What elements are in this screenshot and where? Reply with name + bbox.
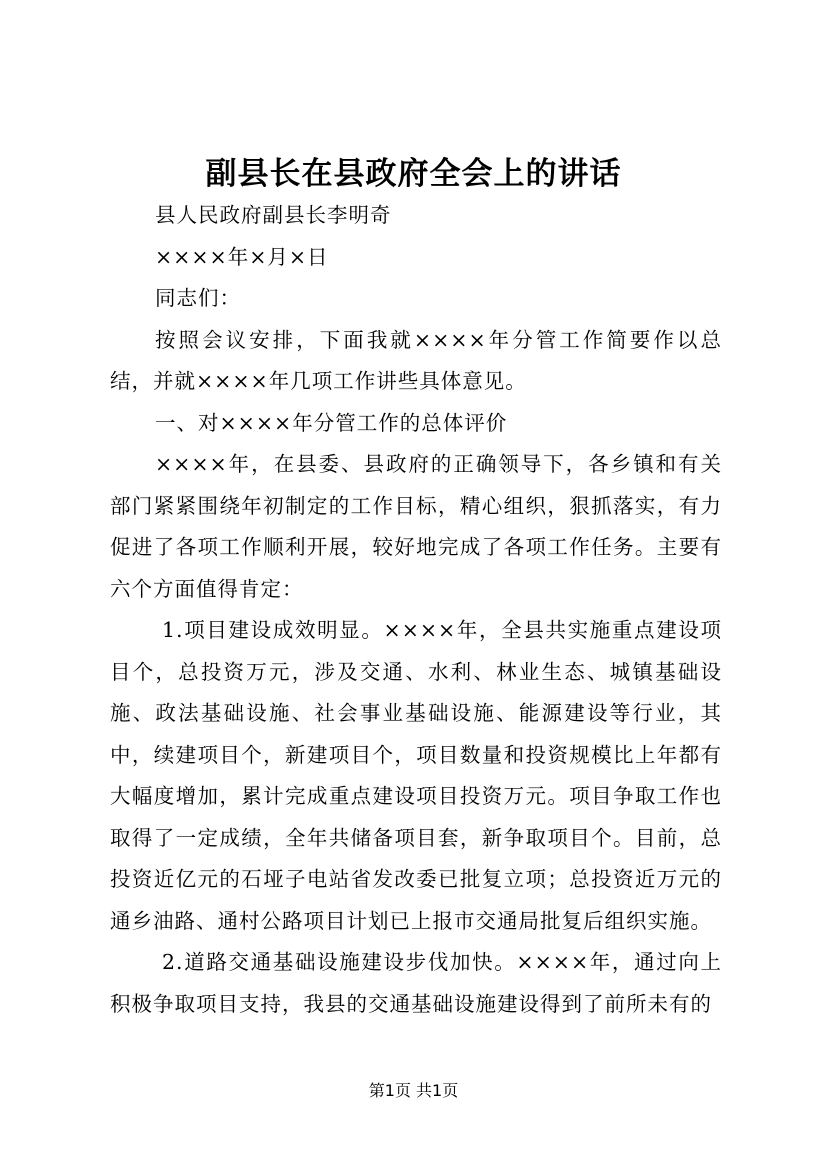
paragraph-item-2: 2.道路交通基础设施建设步伐加快。××××年，通过向上积极争取项目支持，我县的交通基础设施建设得到了前所未有的 <box>110 950 722 1016</box>
paragraph-overview: ××××年，在县委、县政府的正确领导下，各乡镇和有关部门紧紧围绕年初制定的工作目标，精心组织，狠抓落实，有力促进了各项工作顺利开展，较好地完成了各项工作任务。主要有六个方面值得肯定： <box>110 452 722 601</box>
paragraph-item-1: 1.项目建设成效明显。××××年，全县共实施重点建设项目个，总投资万元，涉及交通、水利、林业生态、城镇基础设施、政法基础设施、社会事业基础设施、能源建设等行业，其中，续建项目个，新建项目个，项目数量和投资规模比上年都有大幅度增加，累计完成重点建设项目投资万元。项目争取工作也取得了一定成绩，全年共储备项目套，新争取项目个。目前，总投资近亿元的石垭子电站省发改委已批复立项；总投资近万元的通乡油路、通村公路项目计划已上报市交通局批复后组织实施。 <box>110 618 722 933</box>
author-line: 县人民政府副县长李明奇 <box>155 203 392 227</box>
document-title: 副县长在县政府全会上的讲话 <box>205 156 622 192</box>
page-footer: 第1页 共1页 <box>368 1081 459 1100</box>
date-line: ××××年×月×日 <box>155 244 329 269</box>
paragraph-intro: 按照会议安排，下面我就××××年分管工作简要作以总结，并就××××年几项工作讲些具体意见。 <box>110 327 722 393</box>
document-body <box>110 195 722 1025</box>
salutation: 同志们： <box>155 286 241 310</box>
section-heading: 一、对××××年分管工作的总体评价 <box>155 410 508 435</box>
